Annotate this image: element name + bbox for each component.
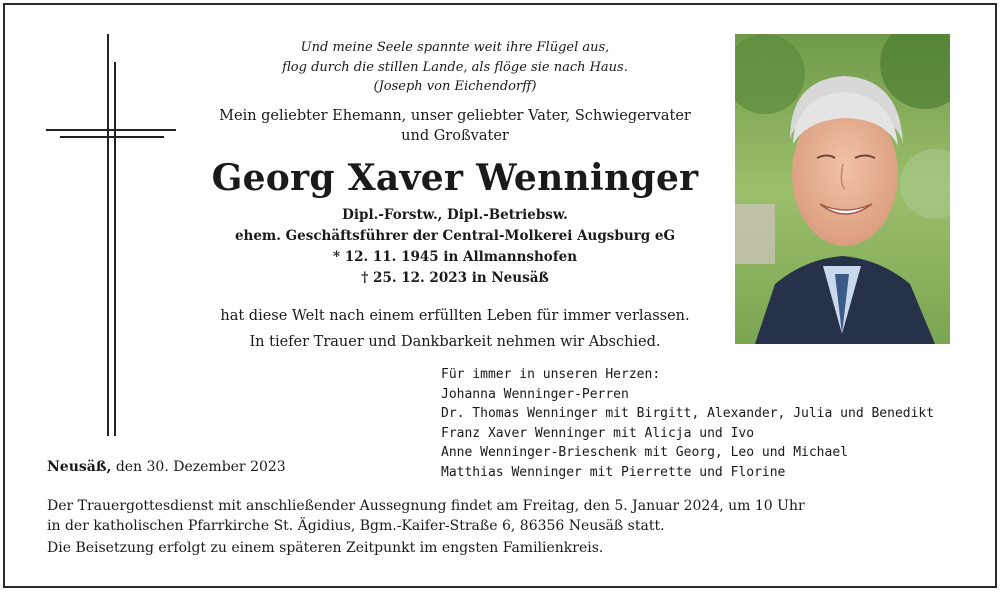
deceased-details (190, 205, 720, 289)
memorial-quote (200, 38, 710, 97)
mourner-entry: Dr. Thomas Wenninger mit Birgitt, Alexander, Julia und Benedikt (441, 406, 935, 421)
mourner-entry: Matthias Wenninger mit Pierrette und Florine (441, 464, 786, 480)
cross-icon (40, 30, 180, 442)
burial-info: Die Beisetzung erfolgt zu einem späteren Zeitpunkt im engsten Familienkreis. (47, 540, 604, 556)
mourner-entry: Johanna Wenninger-Perren (441, 386, 629, 402)
title-line: Dipl.-Forstw., Dipl.-Betriebsw. (342, 207, 568, 223)
deceased-name: Georg Xaver Wenninger (211, 157, 699, 199)
place-name: Neusäß, (47, 459, 112, 475)
service-line: in der katholischen Pfarrkirche St. Ägidius, Bgm.-Kaifer-Straße 6, 86356 Neusäß statt. (47, 517, 665, 534)
quote-author: (Joseph von Eichendorff) (373, 79, 537, 94)
quote-line: Und meine Seele spannte weit ihre Flügel aus, (300, 40, 610, 55)
quote-line: flog durch die stillen Lande, als flöge sie nach Haus. (282, 59, 628, 75)
service-info (47, 497, 805, 536)
intro-line: Mein geliebter Ehemann, unser geliebter Vater, Schwiegervater (219, 108, 691, 124)
closing-line: In tiefer Trauer und Dankbarkeit nehmen wir Abschied. (249, 334, 661, 350)
closing-line: hat diese Welt nach einem erfüllten Leben für immer verlassen. (220, 308, 690, 324)
intro-line: und Großvater (401, 128, 509, 144)
death-line: † 25. 12. 2023 in Neusäß (361, 270, 549, 286)
mourners-list (441, 365, 934, 482)
position-line: ehem. Geschäftsführer der Central-Molkerei Augsburg eG (234, 228, 676, 244)
place-date (47, 459, 286, 475)
birth-line: * 12. 11. 1945 in Allmannshofen (332, 249, 578, 265)
service-line: Der Trauergottesdienst mit anschließender Aussegnung findet am Freitag, den 5. Januar 2024, um 10 Uhr (47, 498, 805, 514)
mourner-entry: Franz Xaver Wenninger mit Alicja und Ivo (441, 425, 755, 441)
closing-text (180, 303, 730, 355)
mourner-entry: Anne Wenninger-Brieschenk mit Georg, Leo und Michael (441, 445, 848, 460)
portrait-photo (735, 34, 950, 344)
notice-date: den 30. Dezember 2023 (115, 459, 286, 475)
intro-text (200, 106, 710, 146)
mourners-heading: Für immer in unseren Herzen: (441, 367, 661, 382)
